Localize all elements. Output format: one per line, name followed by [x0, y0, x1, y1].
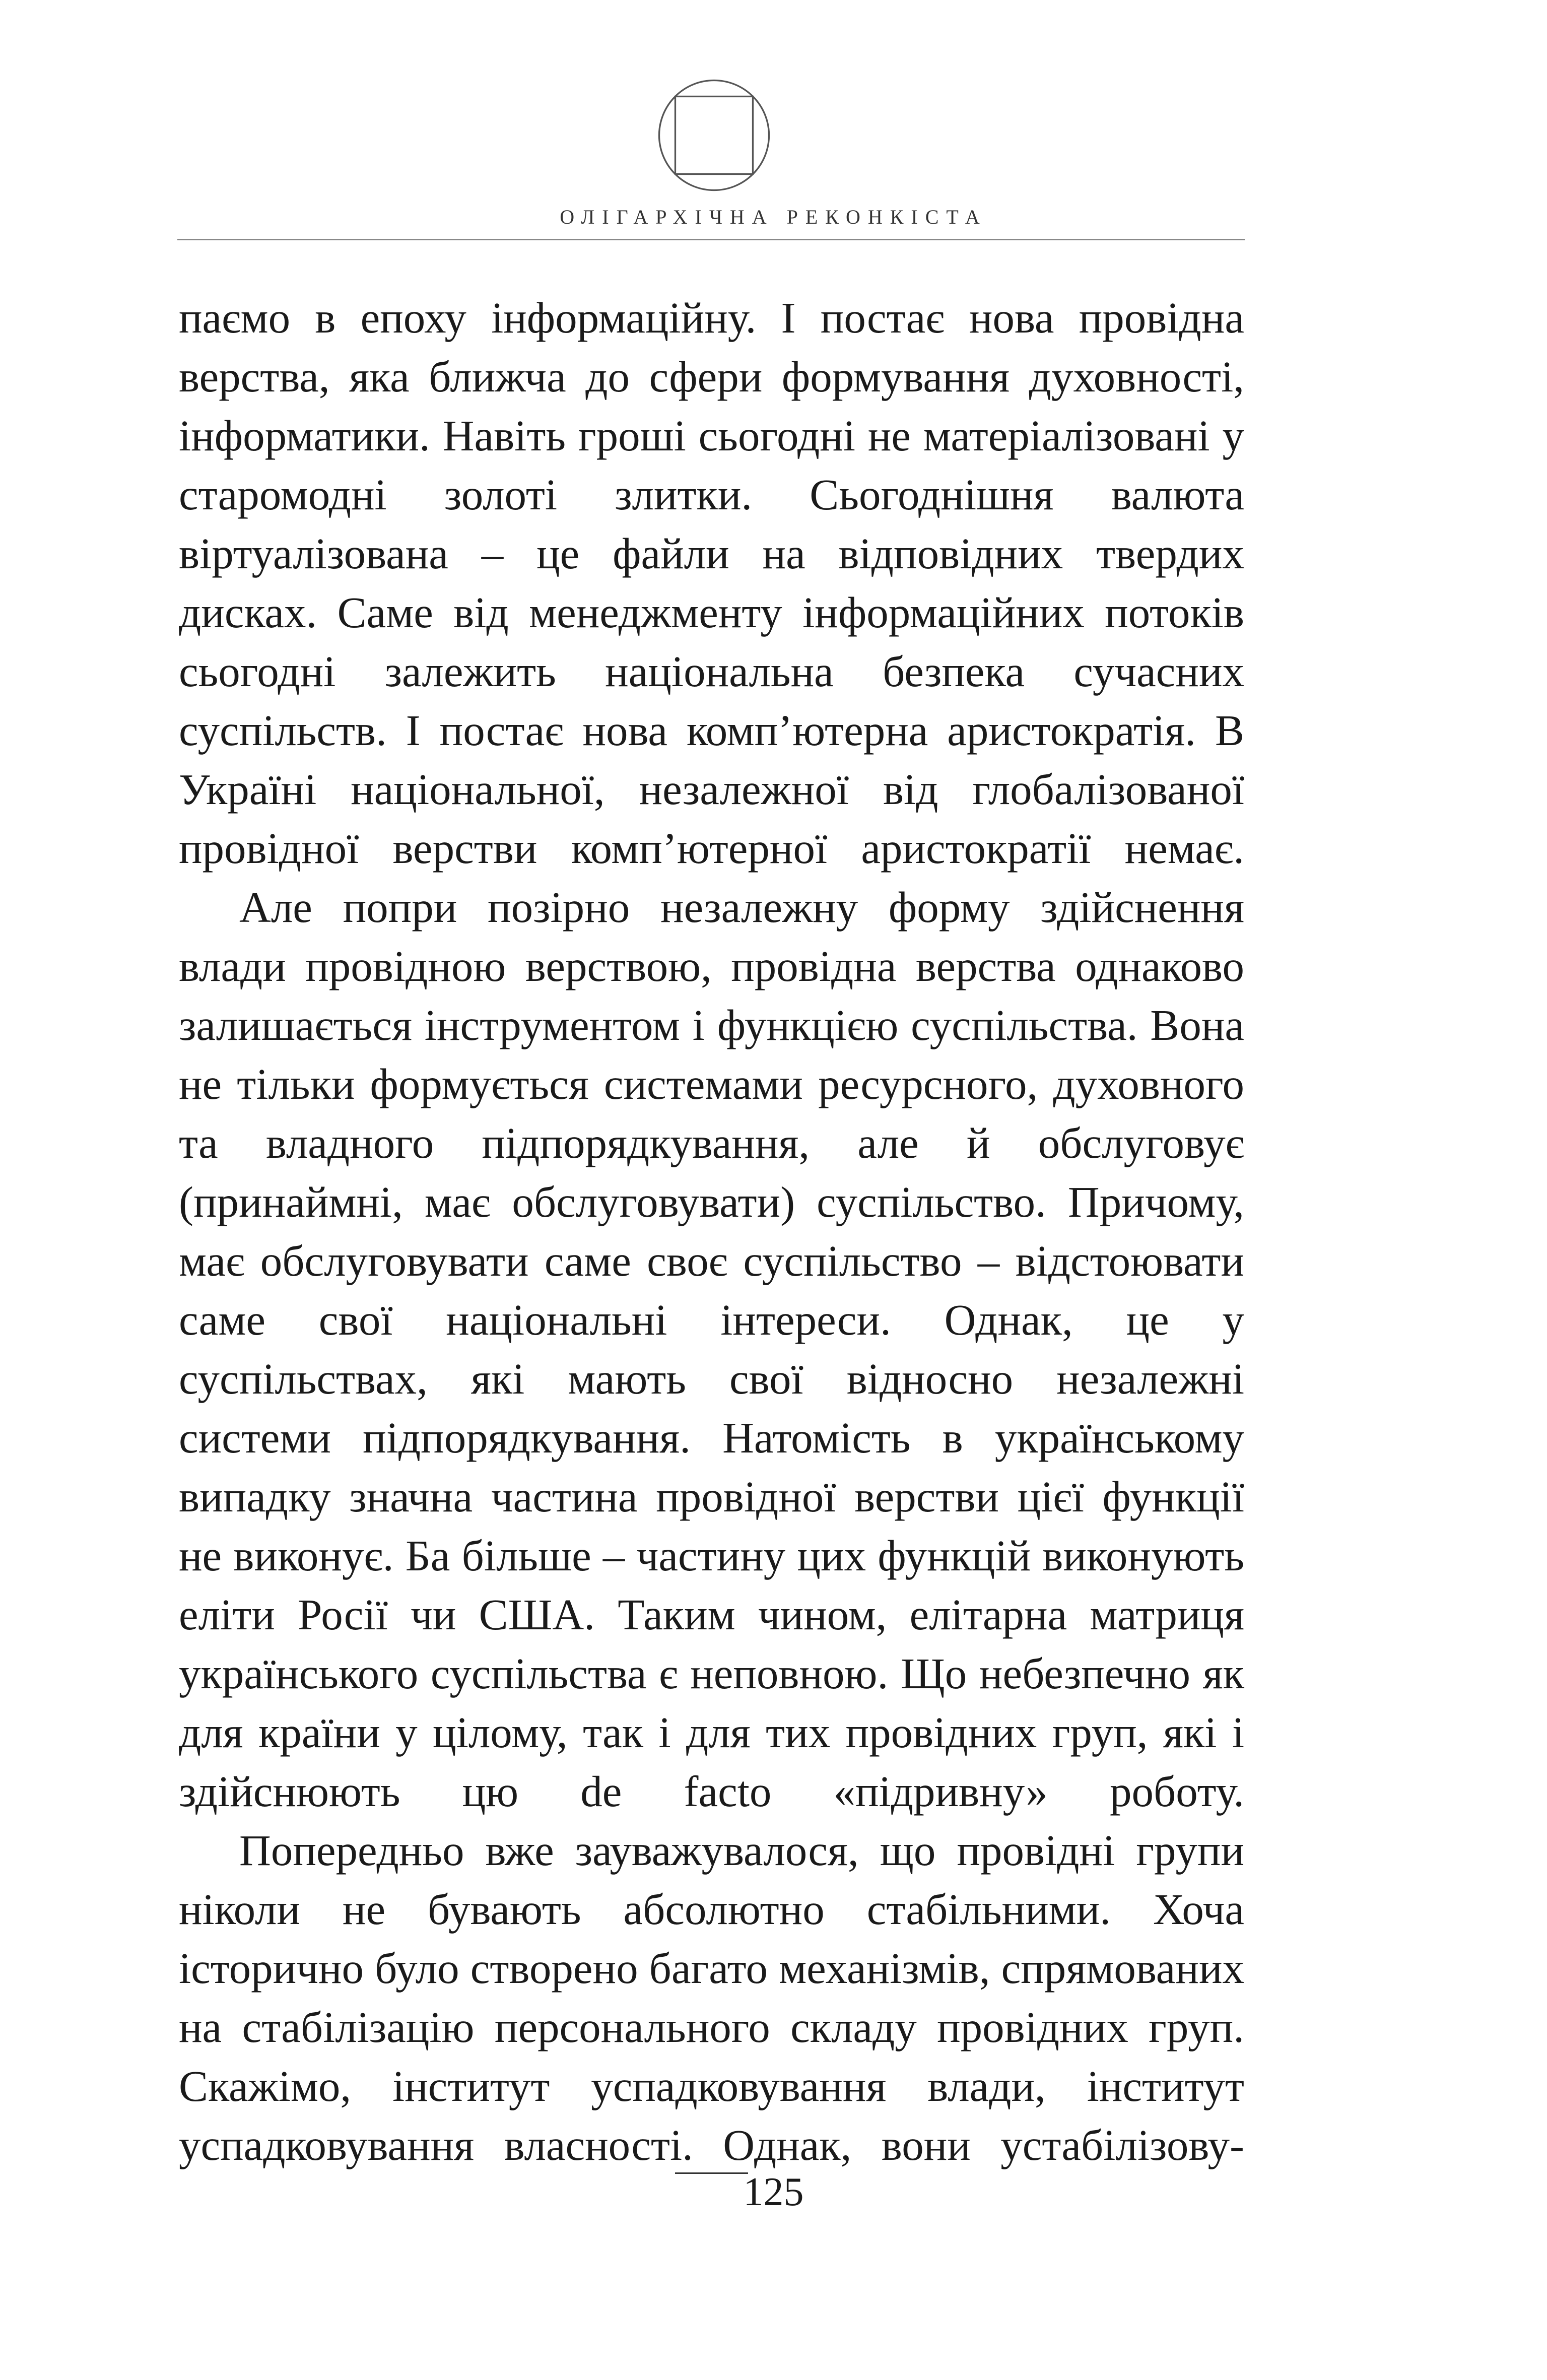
page-body	[179, 288, 1244, 2174]
header-rule	[177, 239, 1245, 240]
page-number: 125	[743, 2170, 804, 2214]
circle-square-emblem-icon	[654, 76, 774, 195]
running-title: ОЛІГАРХІЧНА РЕКОНКІСТА	[560, 206, 987, 228]
paragraph-2: Але попри позірно незалежну форму здійснення влади провідною верствою, провідна верства однаково залишається інструментом і функцією суспільства. Вона не тільки формується системами ресурсного, духовного та владного підпорядкування, але й обслуговує (принаймні, має обслуговувати) суспільство. Причому, має обслуговувати саме своє суспільство – відстоювати саме свої національні інтереси. Однак, це у суспільствах, які мають свої відносно незалежні системи підпорядкування. Натомість в українському випадку значна частина провідної верстви цієї функції не виконує. Ба більше – частину цих функцій виконують еліти Росії чи США. Таким чином, елітарна матриця українського суспільства є неповною. Що небезпечно як для країни у цілому, так і для тих провідних груп, які і здійснюють цю de facto «підривну» роботу.	[179, 883, 1244, 1816]
paragraph-3: Попередньо вже зауважувалося, що провідні групи ніколи не бувають абсолютно стабільними. Хоча історично було створено багато механізмів, спрямованих на стабілізацію персонального складу провідних груп. Скажімо, інститут успадковування влади, інститут успадковування власності. Однак, вони устабілізову-	[179, 1826, 1244, 2169]
paragraph-1: паємо в епоху інформаційну. І постає нова провідна верства, яка ближча до сфери формування духовності, інформатики. Навіть гроші сьогодні не матеріалізовані у старомодні золоті злитки. Сьогоднішня валюта віртуалізована – це файли на відповідних твердих дисках. Саме від менеджменту інформаційних потоків сьогодні залежить національна безпека сучасних суспільств. І постає нова комп’ютерна аристократія. В Україні національної, незалежної від глобалізованої провідної верстви комп’ютерної аристократії немає.	[179, 293, 1244, 873]
